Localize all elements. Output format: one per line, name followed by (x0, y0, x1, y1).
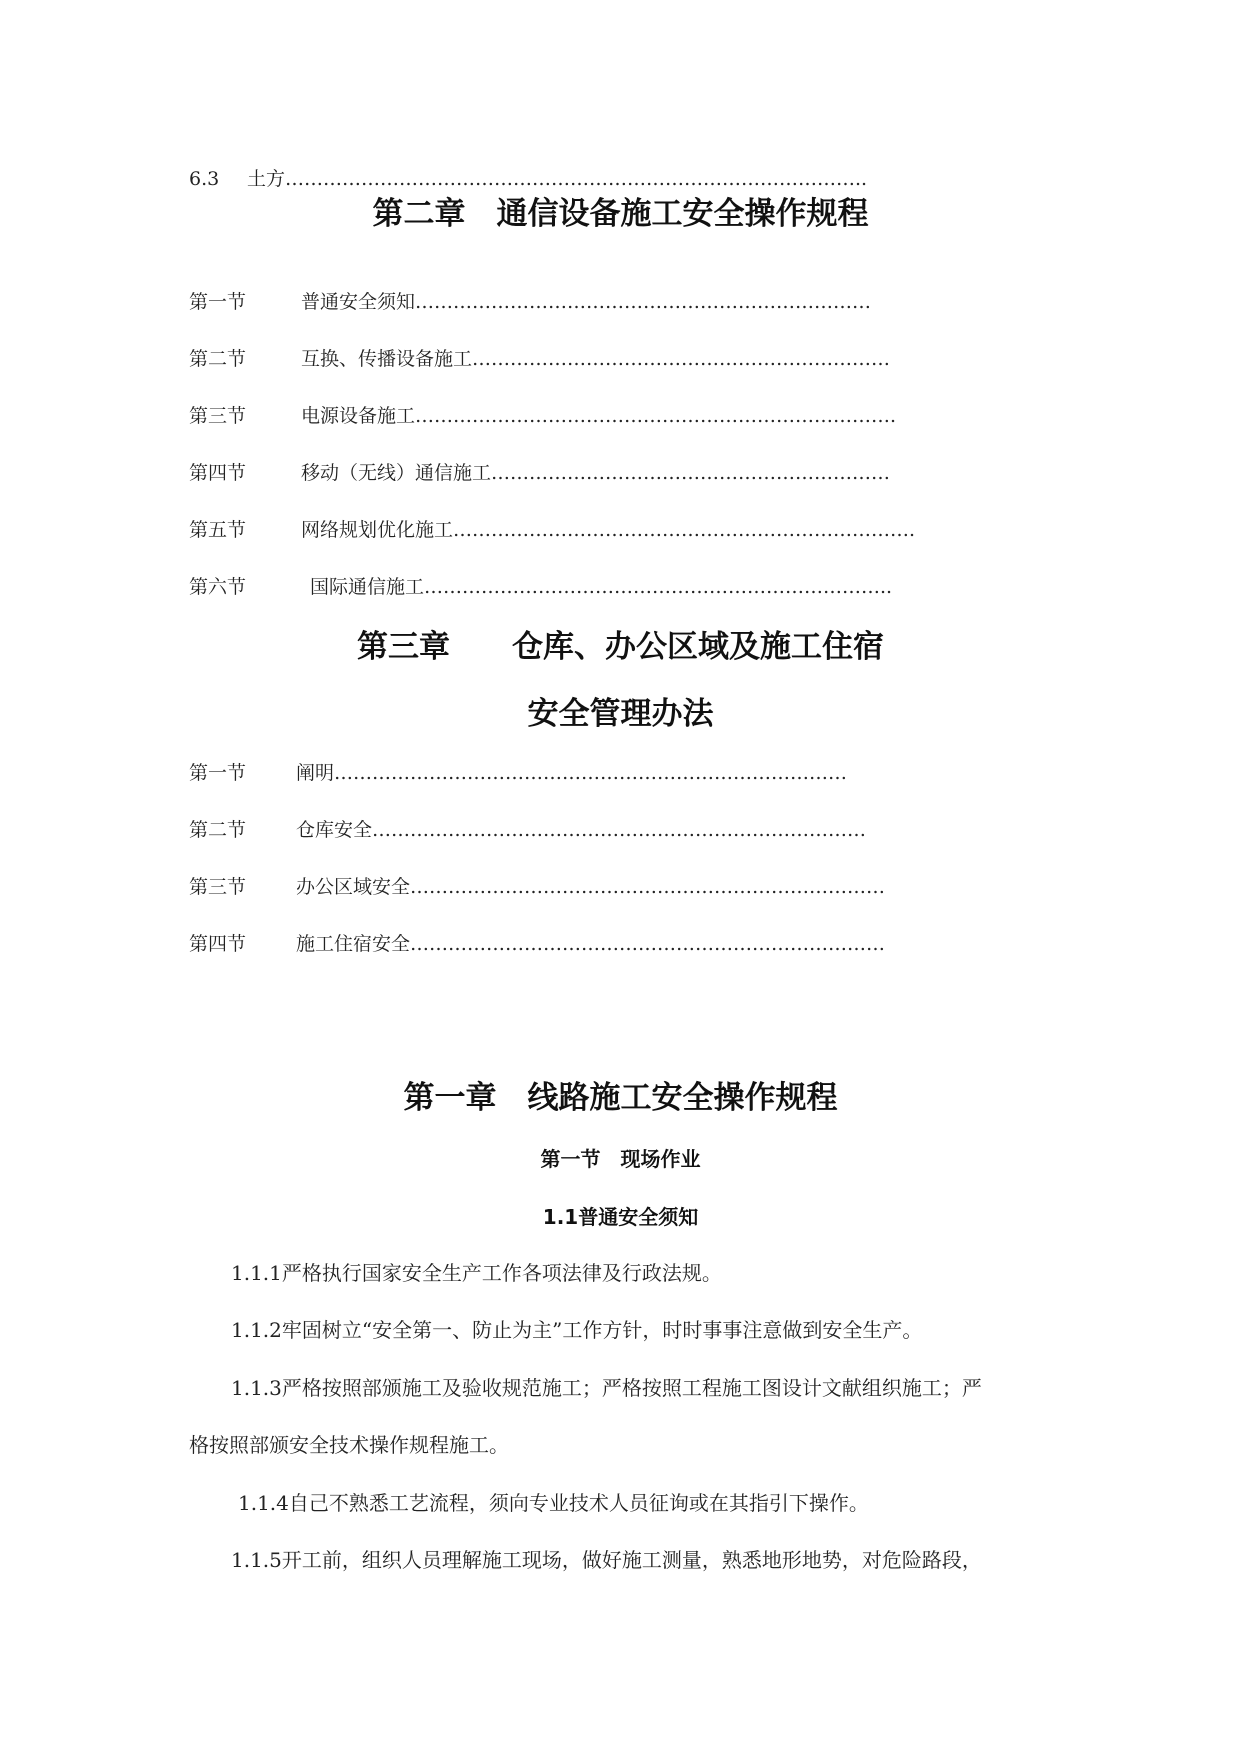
body-paragraph: 1.1.4自己不熟悉工艺流程，须向专业技术人员征询或在其指引下操作。 (238, 1491, 869, 1515)
body-paragraph: 1.1.5开工前，组织人员理解施工现场，做好施工测量，熟悉地形地势，对危险路段， (231, 1548, 982, 1572)
chapter-1-heading: 第一章 线路施工安全操作规程 (403, 1080, 838, 1116)
toc-entry-number: 6.3 (189, 168, 220, 190)
toc-entry-title: 办公区域安全………………………………………………………………… (296, 876, 886, 898)
chapter-3-heading-continued: 安全管理办法 (527, 696, 714, 732)
toc-entry-number: 第四节 (189, 933, 247, 955)
body-paragraph: 1.1.3严格按照部颁施工及验收规范施工；严格按照工程施工图设计文献组织施工；严 (231, 1376, 982, 1400)
toc-entry-number: 第四节 (189, 462, 247, 484)
toc-entry-title: 施工住宿安全………………………………………………………………… (296, 933, 886, 955)
toc-entry-number: 第五节 (189, 519, 247, 541)
toc-entry (189, 875, 886, 899)
toc-entry-number: 第六节 (189, 576, 247, 598)
chapter-2-heading: 第二章 通信设备施工安全操作规程 (372, 196, 869, 232)
section-heading: 第一节 现场作业 (540, 1147, 701, 1171)
toc-entry (189, 818, 867, 842)
toc-entry-number: 第一节 (189, 291, 247, 313)
toc-entry-title: 互换、传播设备施工………………………………………………………… (301, 348, 891, 370)
toc-entry (189, 461, 891, 485)
toc-entry-title: 网络规划优化施工………………………………………………………………. (301, 519, 916, 541)
toc-entry-number: 第一节 (189, 762, 247, 784)
toc-entry (189, 932, 886, 956)
toc-entry-6-3 (189, 167, 868, 191)
toc-entry (189, 575, 893, 599)
body-paragraph: 1.1.1严格执行国家安全生产工作各项法律及行政法规。 (231, 1261, 722, 1285)
toc-entry-title: 移动（无线）通信施工……………………………………………………… (301, 462, 891, 484)
toc-entry-title: 普通安全须知……………………………………………………………… (301, 291, 872, 313)
subsection-heading: 1.1普通安全须知 (542, 1205, 699, 1229)
toc-entry (189, 761, 848, 785)
body-paragraph-continued: 格按照部颁安全技术操作规程施工。 (189, 1433, 509, 1457)
body-paragraph: 1.1.2牢固树立“安全第一、防止为主”工作方针，时时事事注意做到安全生产。 (231, 1318, 923, 1342)
toc-entry (189, 347, 891, 371)
toc-entry (189, 518, 916, 542)
toc-entry-number: 第二节 (189, 348, 247, 370)
toc-entry-title: 国际通信施工……………………………………………………………….. (310, 576, 893, 598)
toc-entry-number: 第三节 (189, 876, 247, 898)
toc-entry-title: 仓库安全…………………………………………………………………… (296, 819, 867, 841)
toc-entry (189, 404, 897, 428)
toc-entry-title: 阐明……………………………………………………………………… (296, 762, 848, 784)
toc-entry-title: 电源设备施工…………………………………………………………………. (301, 405, 897, 427)
toc-entry-number: 第二节 (189, 819, 247, 841)
toc-entry-number: 第三节 (189, 405, 247, 427)
toc-entry-title: 土方……………………………………………………………………………….. (247, 168, 868, 190)
toc-entry (189, 290, 872, 314)
chapter-3-heading: 第三章 仓库、办公区域及施工住宿 (357, 629, 884, 665)
